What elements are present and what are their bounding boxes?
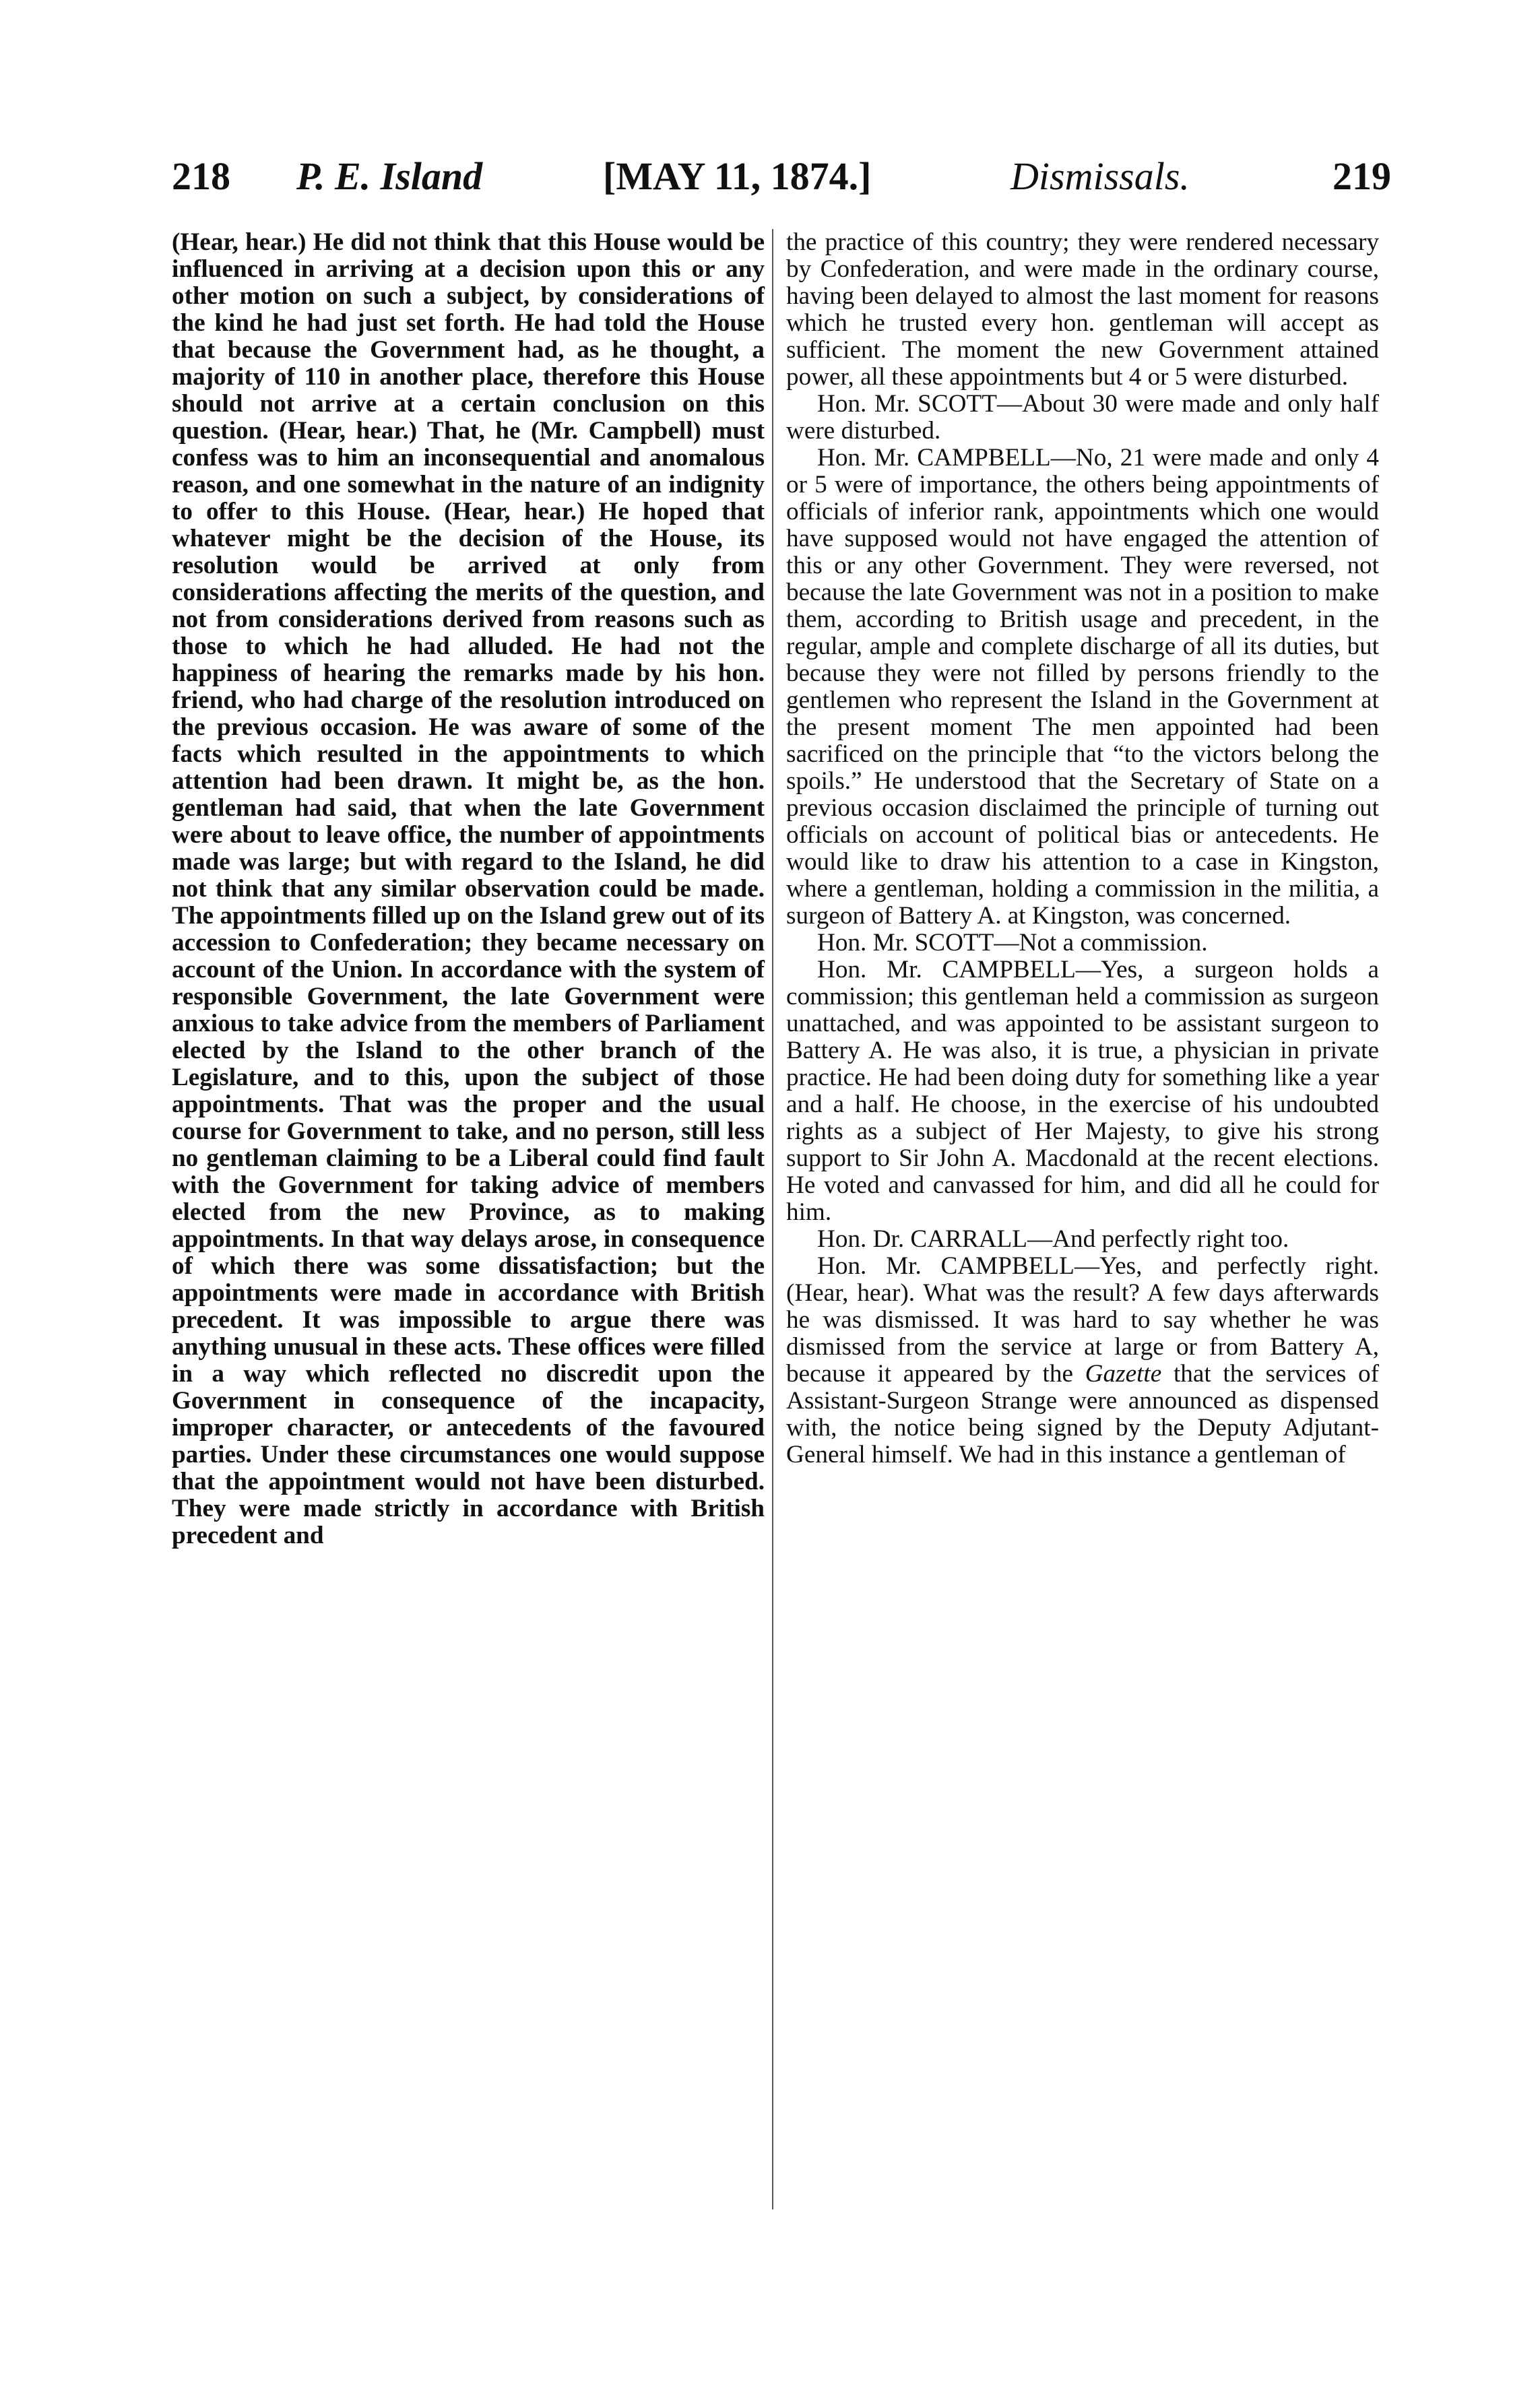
right-paragraph-2: Hon. Mr. SCOTT—About 30 were made and only half were disturbed. [786,390,1379,445]
left-column-paragraph: (Hear, hear.) He did not think that this House would be influenced in arriving at a decision upon this or any other motion on such a subject, by considerations of the kind he had just set forth. He had told the House that because the Government had, as he thought, a majority of 110 in another place, therefore this House should not arrive at a certain conclusion on this question. (Hear, hear.) That, he (Mr. Campbell) must confess was to him an inconsequential and anomalous reason, and one somewhat in the nature of an indignity to offer to this House. (Hear, hear.) He hoped that whatever might be the decision of the House, its resolution would be arrived at only from considerations affecting the merits of the question, and not from considerations derived from reasons such as those to which he had alluded. He had not the happiness of hearing the remarks made by his hon. friend, who had charge of the resolution introduced on the previous occasion. He was aware of some of the facts which resulted in the appointments to which attention had been drawn. It might be, as the hon. gentleman had said, that when the late Government were about to leave office, the number of appointments made was large; but with regard to the Island, he did not think that any similar observation could be made. The appointments filled up on the Island grew out of its accession to Confederation; they became necessary on account of the Union. In accordance with the system of responsible Government, the late Government were anxious to take advice from the members of Parliament elected by the Island to the other branch of the Legislature, and to this, upon the subject of those appointments. That was the proper and the usual course for Government to take, and no person, still less no gentleman claiming to be a Liberal could find fault with the Government for taking advice of members elected from the new Province, as to making appointments. In that way delays arose, in consequence of which there was some dissatisfaction; but the appointments were made in accordance with British precedent. It was impossible to argue there was anything unusual in these acts. These offices were filled in a way which reflected no discredit upon the Government in consequence of the incapacity, improper character, or antecedents of the favoured parties. Under these circumstances one would suppose that the appointment would not have been disturbed. They were made strictly in accordance with British precedent and [172,228,765,1549]
left-column [172,229,765,1549]
column-divider [772,229,773,2209]
header-date: [MAY 11, 1874.] [603,154,872,198]
running-header [172,154,1391,214]
right-paragraph-7-part-b: that the services of Assistant-Surgeon Strange were announced as dispensed with, the notice being signed by the Deputy Adjutant-General himself. We had in this instance a gentleman of [786,1360,1379,1468]
right-paragraph-7 [786,1253,1379,1468]
right-paragraph-7-part-a: Hon. Mr. CAMPBELL—Yes, and perfectly right. (Hear, hear). What was the result? A few days afterwards he was dismissed. It was hard to say whether he was dismissed from the service at large or from Battery A, because it appeared by the [786,1252,1379,1388]
left-page-number: 218 [172,154,230,198]
right-section-title: Dismissals. [1010,154,1190,198]
right-paragraph-4: Hon. Mr. SCOTT—Not a commission. [817,929,1208,957]
left-running-title: P. E. Island [296,154,483,198]
gazette-italic: Gazette [1085,1360,1162,1388]
right-paragraph-1: the practice of this country; they were rendered necessary by Confederation, and were made in the ordinary course, having been delayed to almost the last moment for reasons which he trusted every hon. gentleman will accept as sufficient. The moment the new Government attained power, all these appointments but 4 or 5 were disturbed. [786,228,1379,391]
right-page-number: 219 [1333,154,1391,198]
right-paragraph-5: Hon. Mr. CAMPBELL—Yes, a surgeon holds a commission; this gentleman held a commission as surgeon unattached, and was appointed to be assistant surgeon to Battery A. He was also, it is true, a physician in private practice. He had been doing duty for something like a year and a half. He choose, in the exercise of his undoubted rights as a subject of Her Majesty, to give his strong support to Sir John A. Macdonald at the recent elections. He voted and canvassed for him, and did all he could for him. [786,956,1379,1226]
right-column [786,229,1379,1468]
right-paragraph-6: Hon. Dr. CARRALL—And perfectly right too. [817,1225,1289,1253]
right-paragraph-3: Hon. Mr. CAMPBELL—No, 21 were made and only 4 or 5 were of importance, the others being appointments of officials of inferior rank, appointments which one would have supposed would not have engaged the attention of this or any other Government. They were reversed, not because the late Government was not in a position to make them, according to British usage and precedent, in the regular, ample and complete discharge of all its duties, but because they were not filled by persons friendly to the gentlemen who represent the Island in the Government at the present moment The men appointed had been sacrificed on the principle that “to the victors belong the spoils.” He understood that the Secretary of State on a previous occasion disclaimed the principle of turning out officials on account of political bias or antecedents. He would like to draw his attention to a case in Kingston, where a gentleman, holding a commission in the militia, a surgeon of Battery A. at Kingston, was concerned. [786,444,1379,930]
